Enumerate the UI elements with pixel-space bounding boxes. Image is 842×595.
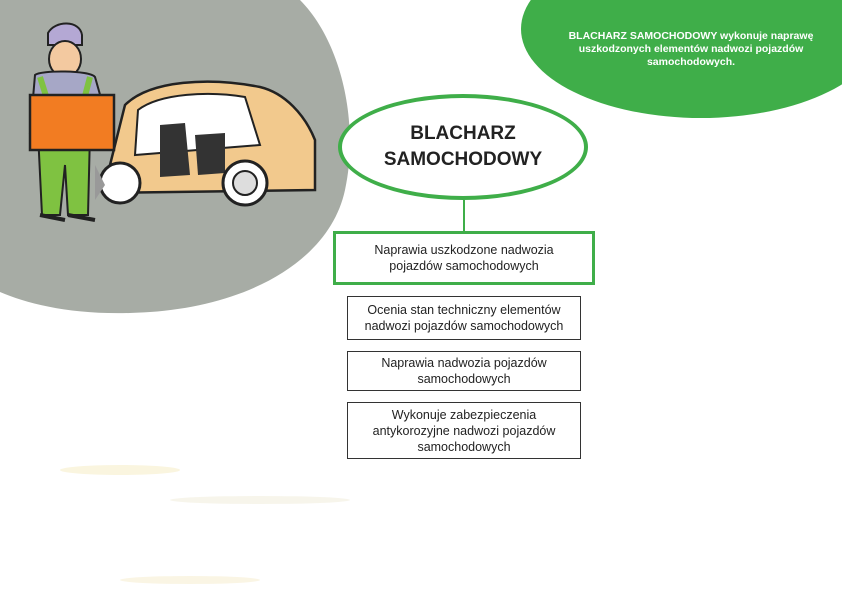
title-ellipse [338,94,588,200]
task-box: Ocenia stan techniczny elementów nadwozi pojazdów samochodowych [347,296,581,340]
mechanic-car-illustration [10,15,330,235]
main-task-box: Naprawia uszkodzone nadwozia pojazdów samochodowych [333,231,595,285]
header-note: BLACHARZ SAMOCHODOWY wykonuje naprawę uszkodzonych elementów nadwozi pojazdów samochodowych. [568,30,814,68]
faint-background-haze [40,455,370,595]
task-box: Naprawia nadwozia pojazdów samochodowych [347,351,581,391]
diagram-title: BLACHARZ SAMOCHODOWY [383,123,543,170]
connector-line [463,200,465,231]
car-body-shell-icon [95,82,315,205]
task-box: Wykonuje zabezpieczenia antykorozyjne nadwozi pojazdów samochodowych [347,402,581,459]
